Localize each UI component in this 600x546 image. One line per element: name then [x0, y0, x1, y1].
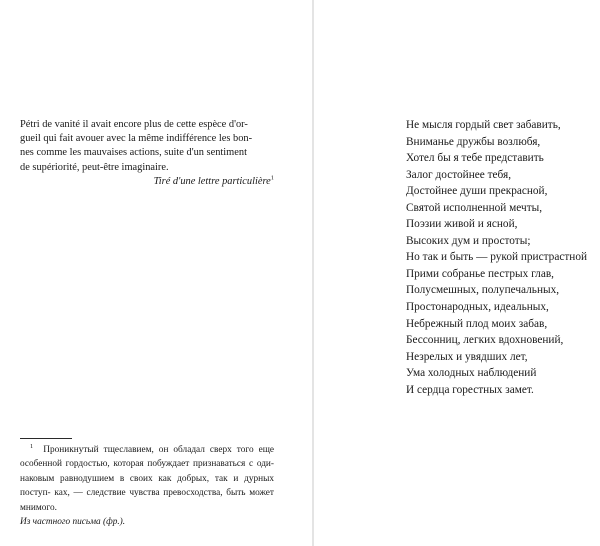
- poem-line: Хотел бы я тебе представить: [406, 152, 544, 165]
- epigraph-source-text: Tiré d'une lettre particulière: [153, 175, 271, 187]
- poem-line: Не мысля гордый свет забавить,: [406, 119, 561, 131]
- poem-line: Бессонниц, легких вдохновений,: [406, 334, 564, 347]
- epigraph-text: [20, 118, 274, 175]
- poem-line: Залог достойнее тебя,: [406, 168, 512, 181]
- poem-line: Незрелых и увядших лет,: [406, 350, 528, 363]
- footnote-line: особенной гордостью, которая побуждает признаваться с оди-: [20, 459, 274, 470]
- footnote-line: ках, — следствие чувства превосходства, быть может мнимого.: [20, 488, 274, 513]
- footnote-source: Из частного письма (фр.).: [20, 517, 126, 528]
- poem-line: Прими собранье пестрых глав,: [406, 267, 554, 280]
- epigraph-source: [20, 175, 274, 189]
- footnote-line: Проникнутый тщеславием, он обладал сверх того еще: [43, 445, 275, 455]
- footnote-text: [20, 443, 274, 515]
- poem-line: Но так и быть — рукой пристрастной: [406, 251, 588, 264]
- footnote-number: 1: [30, 442, 34, 450]
- poem-line: Поэзии живой и ясной,: [406, 218, 518, 231]
- poem-line: Святой исполненной мечты,: [406, 201, 543, 214]
- poem-line: Достойнее души прекрасной,: [406, 185, 548, 198]
- footnote-rule: [20, 438, 72, 439]
- epigraph-line: Pétri de vanité il avait encore plus de cette espèce d'or-: [20, 119, 248, 130]
- epigraph-line: gueil qui fait avouer avec la même indifférence les bon-: [20, 133, 253, 145]
- footnote: [20, 443, 274, 529]
- poem-line: Ума холодных наблюдений: [406, 367, 537, 380]
- epigraph-line: de supériorité, peut-être imaginaire.: [20, 161, 169, 173]
- poem-line: И сердца горестных замет.: [406, 383, 534, 396]
- poem-line: Высоких дум и простоты;: [406, 234, 531, 247]
- footnote-line: наковым равнодушием в своих как добрых, так и дурных поступ-: [20, 473, 274, 499]
- poem-line: Полусмешных, полупечальных,: [406, 284, 560, 297]
- right-page: [314, 0, 600, 546]
- poem-line: Небрежный плод моих забав,: [406, 317, 548, 330]
- epigraph-line: nes comme les mauvaises actions, suite d'un sentiment: [20, 147, 247, 159]
- epigraph: [20, 118, 274, 189]
- footnote-marker: 1: [270, 174, 274, 182]
- poem-line: Вниманье дружбы возлюбя,: [406, 135, 541, 148]
- poem-line: Простонародных, идеальных,: [406, 301, 549, 314]
- dedication-poem: [406, 117, 600, 398]
